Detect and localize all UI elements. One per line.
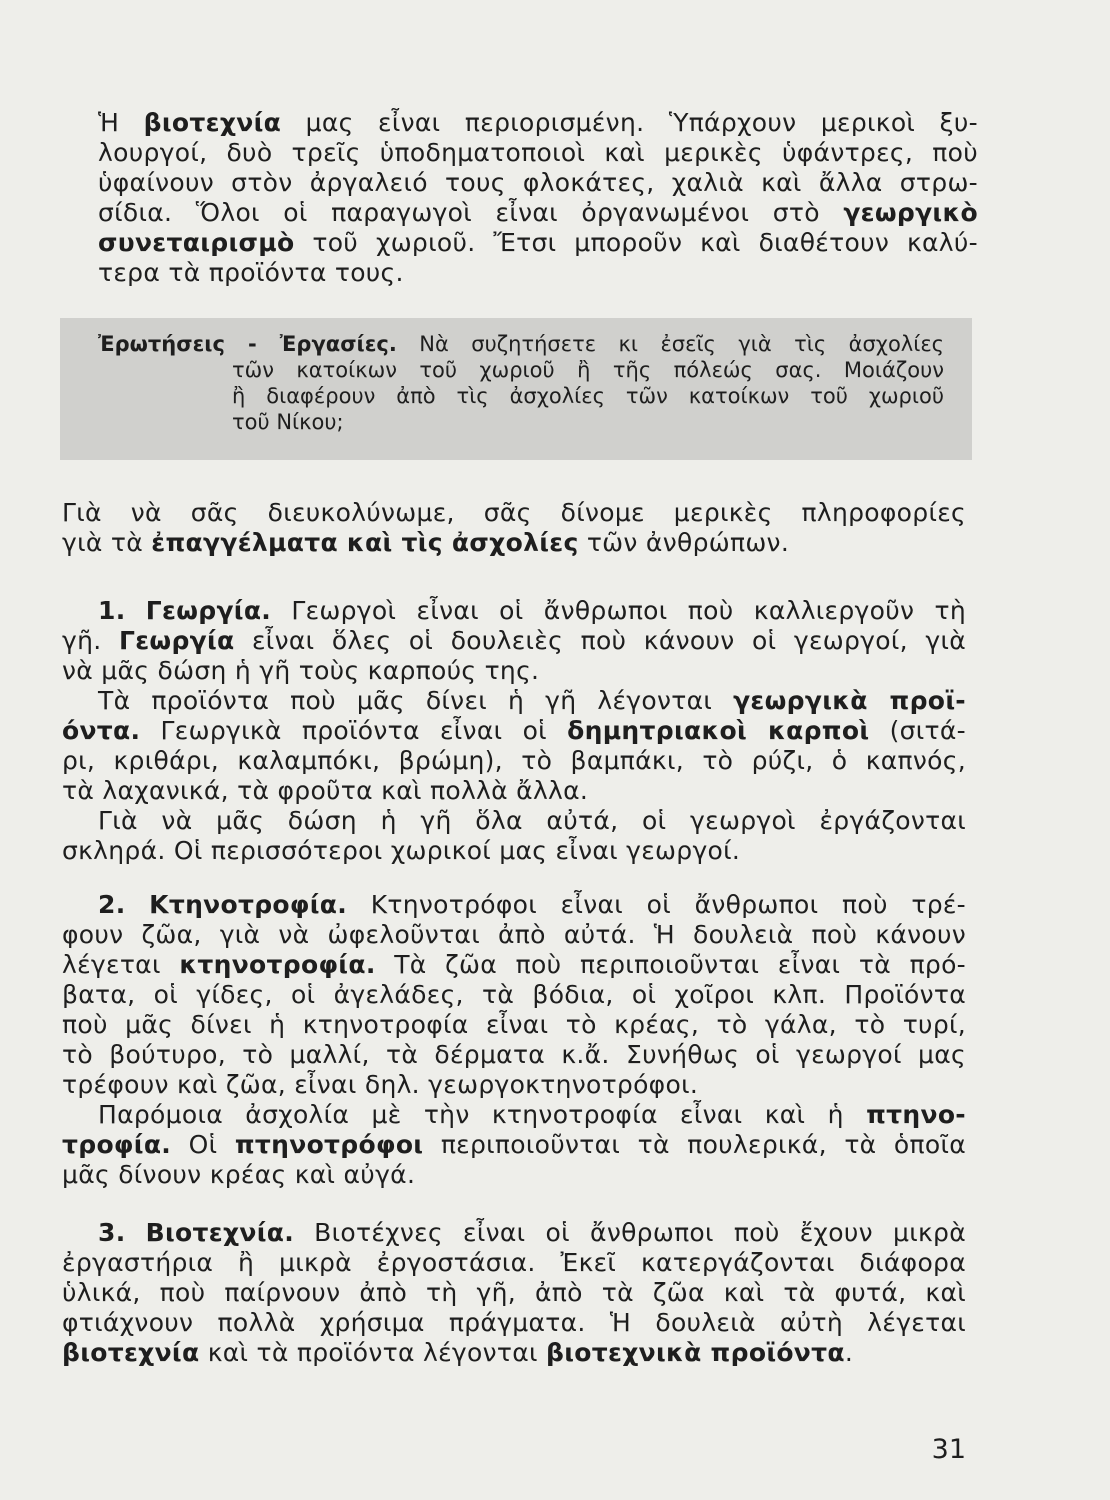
text-line: ποὺ μᾶς δίνει ἡ κτηνοτροφία εἶναι τὸ κρέας, τὸ γάλα, τὸ τυρί, [62, 1010, 966, 1039]
text-line [62, 528, 966, 558]
text-line: ὑλικά, ποὺ παίρνουν ἀπὸ τὴ γῆ, ἀπὸ τὰ ζῶα καὶ τὰ φυτά, καὶ [62, 1278, 966, 1307]
question-line: τοῦ Νίκου; [232, 410, 344, 434]
section-crafts [62, 1218, 966, 1368]
help-paragraph [62, 498, 966, 558]
text-span: τῶν ἀνθρώπων. [578, 528, 790, 557]
text-span: περιποιοῦνται τὰ πουλερικά, τὰ ὁποῖα [423, 1130, 967, 1159]
text-span: Κτηνοτρόφοι εἶναι οἱ ἄνθρωποι ποὺ τρέ- [347, 890, 966, 919]
section-number: 3. [98, 1218, 126, 1247]
text-line: φτιάχνουν πολλὰ χρήσιμα πράγματα. Ἡ δουλειὰ αὐτὴ λέγεται [62, 1308, 966, 1337]
text-line [98, 228, 978, 258]
text-span: Γεωργικὰ προϊόντα εἶναι οἱ [140, 716, 568, 745]
text-span: σίδια. Ὅλοι οἱ παραγωγοὶ εἶναι ὀργανωμένοι στὸ [98, 198, 844, 227]
keyword: βιοτεχνία [143, 108, 282, 137]
text-line: τρέφουν καὶ ζῶα, εἶναι δηλ. γεωργοκτηνοτρόφοι. [62, 1070, 699, 1099]
text-span: Βιοτέχνες εἶναι οἱ ἄνθρωποι ποὺ ἔχουν μικρὰ [294, 1218, 966, 1247]
intro-paragraph [98, 108, 978, 288]
keyword: συνεταιρισμὸ [98, 228, 295, 257]
text-line [62, 1130, 966, 1160]
text-span: . [844, 1338, 854, 1367]
text-span: Τὰ προϊόντα ποὺ μᾶς δίνει ἡ γῆ λέγονται [98, 686, 734, 715]
keyword: πτηνοτρόφοι [234, 1130, 424, 1159]
text-line [62, 950, 966, 980]
text-line: λουργοί, δυὸ τρεῖς ὑποδηματοποιοὶ καὶ μερικὲς ὑφάντρες, ποὺ [98, 138, 978, 167]
text-span: Ἡ [98, 108, 144, 137]
text-span: γῆ. [62, 626, 119, 655]
keyword: δημητριακοὶ καρποὶ [567, 716, 870, 745]
text-span: καὶ τὰ προϊόντα λέγονται [199, 1338, 547, 1367]
text-line: νὰ μᾶς δώση ἡ γῆ τοὺς καρπούς της. [62, 656, 540, 685]
text-span: γιὰ τὰ [62, 528, 152, 557]
text-line: μᾶς δίνουν κρέας καὶ αὐγά. [62, 1160, 416, 1189]
text-line: τὸ βούτυρο, τὸ μαλλί, τὰ δέρματα κ.ἄ. Συνήθως οἱ γεωργοί μας [62, 1040, 966, 1069]
text-line: σκληρά. Οἱ περισσότεροι χωρικοί μας εἶναι γεωργοί. [62, 836, 741, 865]
section-livestock [62, 890, 966, 1190]
keyword: ἐπαγγέλματα καὶ τὶς ἀσχολίες [151, 528, 579, 557]
section-agriculture [62, 596, 966, 866]
text-span: μας εἶναι περιορισμένη. Ὑπάρχουν μερικοὶ ξυ- [281, 108, 978, 137]
text-line [62, 1100, 966, 1130]
keyword: βιοτεχνία [62, 1338, 200, 1367]
text-span: τοῦ χωριοῦ. Ἔτσι μποροῦν καὶ διαθέτουν καλύ- [294, 228, 978, 257]
text-line [62, 890, 966, 920]
section-number: 1. [98, 596, 126, 625]
text-line: ὑφαίνουν στὸν ἀργαλειό τους φλοκάτες, χαλιὰ καὶ ἄλλα στρω- [98, 168, 978, 197]
questions-box [60, 318, 972, 460]
text-line [62, 1338, 966, 1368]
question-line: τῶν κατοίκων τοῦ χωριοῦ ἢ τῆς πόλεώς σας. Μοιάζουν [232, 358, 944, 382]
keyword: όντα. [62, 716, 141, 745]
text-line [62, 596, 966, 626]
questions-label: Ἐρωτήσεις - Ἐργασίες. [98, 332, 397, 356]
text-line [62, 716, 966, 746]
text-span: Γεωργοὶ εἶναι οἱ ἄνθρωποι ποὺ καλλιεργοῦν τὴ [271, 596, 967, 625]
text-line [98, 108, 978, 138]
text-line [62, 1218, 966, 1248]
text-line: τὰ λαχανικά, τὰ φροῦτα καὶ πολλὰ ἄλλα. [62, 776, 589, 805]
text-span: Νὰ συζητήσετε κι ἐσεῖς γιὰ τὶς ἀσχολίες [396, 332, 944, 356]
section-title: Κτηνοτροφία. [149, 890, 348, 919]
question-line [98, 331, 944, 357]
text-line: φουν ζῶα, γιὰ νὰ ὠφελοῦνται ἀπὸ αὐτά. Ἡ δουλειὰ ποὺ κάνουν [62, 920, 966, 949]
keyword: Γεωργία [118, 626, 235, 655]
page-number: 31 [931, 1434, 966, 1465]
text-span: εἶναι ὅλες οἱ δουλειὲς ποὺ κάνουν οἱ γεωργοί, γιὰ [234, 626, 966, 655]
keyword: τροφία. [62, 1130, 172, 1159]
section-title: Βιοτεχνία. [145, 1218, 295, 1247]
keyword: πτηνο- [866, 1100, 966, 1129]
text-line [62, 686, 966, 716]
text-span: Οἱ [171, 1130, 235, 1159]
question-line: ἢ διαφέρουν ἀπὸ τὶς ἀσχολίες τῶν κατοίκων τοῦ χωριοῦ [232, 384, 944, 408]
text-line: ἐργαστήρια ἢ μικρὰ ἐργοστάσια. Ἐκεῖ κατεργάζονται διάφορα [62, 1248, 966, 1277]
keyword: γεωργικὸ [843, 198, 978, 227]
keyword: κτηνοτροφία. [179, 950, 376, 979]
text-span: Τὰ ζῶα ποὺ περιποιοῦνται εἶναι τὰ πρό- [375, 950, 967, 979]
text-line: τερα τὰ προϊόντα τους. [98, 258, 404, 287]
text-span: (σιτά- [869, 716, 967, 745]
text-line: βατα, οἱ γίδες, οἱ ἀγελάδες, τὰ βόδια, οἱ χοῖροι κλπ. Προϊόντα [62, 980, 966, 1009]
text-span: λέγεται [62, 950, 180, 979]
keyword: βιοτεχνικὰ προϊόντα [546, 1338, 845, 1367]
text-line: Γιὰ νὰ σᾶς διευκολύνωμε, σᾶς δίνομε μερικὲς πληροφορίες [62, 498, 966, 527]
keyword: γεωργικὰ προϊ- [733, 686, 966, 715]
section-title: Γεωργία. [145, 596, 272, 625]
text-line: Γιὰ νὰ μᾶς δώση ἡ γῆ ὅλα αὐτά, οἱ γεωργοὶ ἐργάζονται [98, 806, 966, 835]
text-line [62, 626, 966, 656]
text-line: ρι, κριθάρι, καλαμπόκι, βρώμη), τὸ βαμπάκι, τὸ ρύζι, ὁ καπνός, [62, 746, 966, 775]
text-span: Παρόμοια ἀσχολία μὲ τὴν κτηνοτροφία εἶναι καὶ ἡ [98, 1100, 867, 1129]
section-number: 2. [98, 890, 126, 919]
text-line [98, 198, 978, 228]
